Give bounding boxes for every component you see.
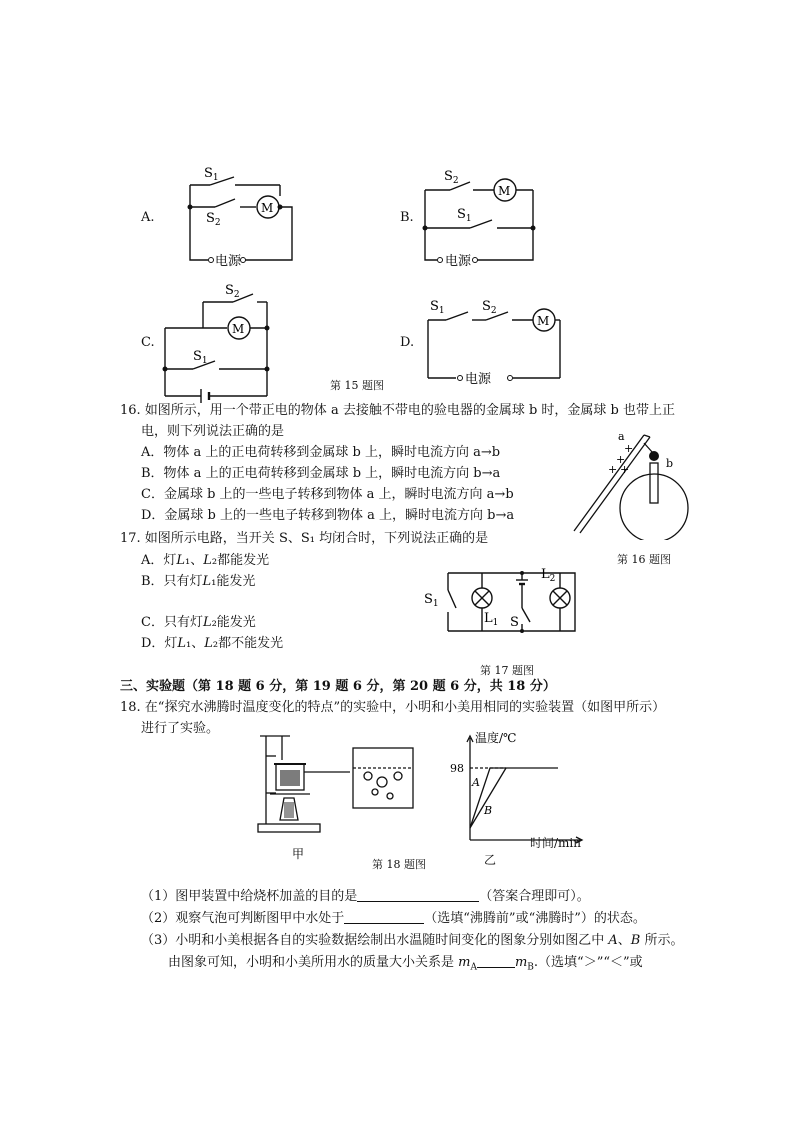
figure-18-caption: 第 18 题图 [372,858,426,871]
circuit-a [160,160,300,275]
q16-option-b: B．物体 a 上的正电荷转移到金属球 b 上，瞬时电流方向 b→a [141,466,501,481]
q17-option-b: B．只有灯𝐿₁能发光 [141,574,256,589]
answer-blank-2[interactable] [344,909,424,924]
switch-s2-label: $S_2$ [206,211,221,228]
lamp-l1-label: $L_1$ [484,611,499,628]
ball-b-label: b [666,457,674,470]
switch-s1-label: $S_1$ [457,207,472,224]
switch-s1-label: $S_1$ [430,299,445,316]
q18-part3-line1: （3）小明和小美根据各自的实验数据绘制出水温随时间变化的图象分别如图乙中 𝐴、𝐵 所示。 [141,933,684,948]
q18-part3-line2: 由图象可知，小明和小美所用水的质量大小关系是 𝑚$_A$ 𝑚$_B$.（选填“＞”“＜”或 [168,955,643,973]
option-c-label: C. [141,335,155,350]
plus-sign: + [608,463,618,476]
answer-blank-1[interactable] [357,887,479,902]
q16-stem-line1: 16. 如图所示，用一个带正电的物体 a 去接触不带电的验电器的金属球 b 时，金属球 b 也带上正 [120,403,675,418]
option-a-label: A. [141,210,155,225]
circuit-c [155,280,280,410]
figure-yi-label: 乙 [484,853,497,867]
motor-label: M [537,314,550,328]
curve-b-label: B [484,804,493,817]
q18-part2: （2）观察气泡可判断图甲中水处于 （选填“沸腾前”或“沸腾时”）的状态。 [141,911,646,926]
switch-s1-label: $S_1$ [193,349,208,366]
plus-sign: + [616,453,626,466]
electroscope-figure [560,425,710,540]
circuit-d [418,288,568,388]
power-label: 电源 [445,254,472,269]
figure-jia-label: 甲 [292,847,305,861]
switch-s1-label: $S_1$ [424,592,439,609]
option-d-label: D. [400,335,415,350]
plus-sign: + [620,463,630,476]
q18-stem-line1: 18. 在“探究水沸腾时温度变化的特点”的实验中，小明和小美用相同的实验装置（如图甲所示） [120,700,666,715]
q17-stem: 17. 如图所示电路，当开关 S、S₁ 均闭合时，下列说法正确的是 [120,531,489,546]
q17-option-a: A．灯𝐿₁、𝐿₂都能发光 [141,553,270,568]
switch-s2-label: $S_2$ [444,169,459,186]
q18-part1: （1）图甲装置中给烧杯加盖的目的是 （答案合理即可）。 [141,889,590,904]
figure-17-caption: 第 17 题图 [480,664,534,677]
power-label: 电源 [465,372,492,387]
temperature-graph [450,728,590,848]
q16-stem-line2: 电，则下列说法正确的是 [141,424,285,439]
motor-label: M [498,184,511,198]
answer-blank-3[interactable] [477,953,515,968]
circuit-b [415,160,550,275]
motor-label: M [232,322,245,336]
figure-16-caption: 第 16 题图 [617,553,671,566]
motor-label: M [261,201,274,215]
q18-stem-line2: 进行了实验。 [141,721,220,736]
plus-sign: + [624,442,634,455]
section-heading: 三、实验题（第 18 题 6 分，第 19 题 6 分，第 20 题 6 分，共 18 分） [120,679,556,694]
apparatus-figure [250,728,430,863]
switch-s1-label: $S_1$ [204,166,219,183]
switch-s-label: S [510,615,519,630]
q16-option-d: D．金属球 b 上的一些电子转移到物体 a 上，瞬时电流方向 b→a [141,508,515,523]
y-axis-label: 温度/℃ [475,731,517,745]
switch-s2-label: $S_2$ [225,283,240,300]
curve-a-label: A [472,776,480,789]
q17-option-c: C．只有灯𝐿₂能发光 [141,615,256,630]
figure-15-caption: 第 15 题图 [330,379,384,392]
q16-option-a: A．物体 a 上的正电荷转移到金属球 b 上，瞬时电流方向 a→b [141,445,501,460]
tick-98: 98 [450,762,464,775]
q17-option-d: D．灯𝐿₁、𝐿₂都不能发光 [141,636,284,651]
option-b-label: B. [400,210,414,225]
power-label: 电源 [215,254,242,269]
switch-s2-label: $S_2$ [482,299,497,316]
object-a-label: a [618,430,625,443]
x-axis-label: 时间/min [530,836,581,850]
curve-a-line [470,768,558,828]
circuit-17 [420,560,590,640]
lamp-l2-label: $L_2$ [541,567,556,584]
q16-option-c: C．金属球 b 上的一些电子转移到物体 a 上，瞬时电流方向 a→b [141,487,514,502]
